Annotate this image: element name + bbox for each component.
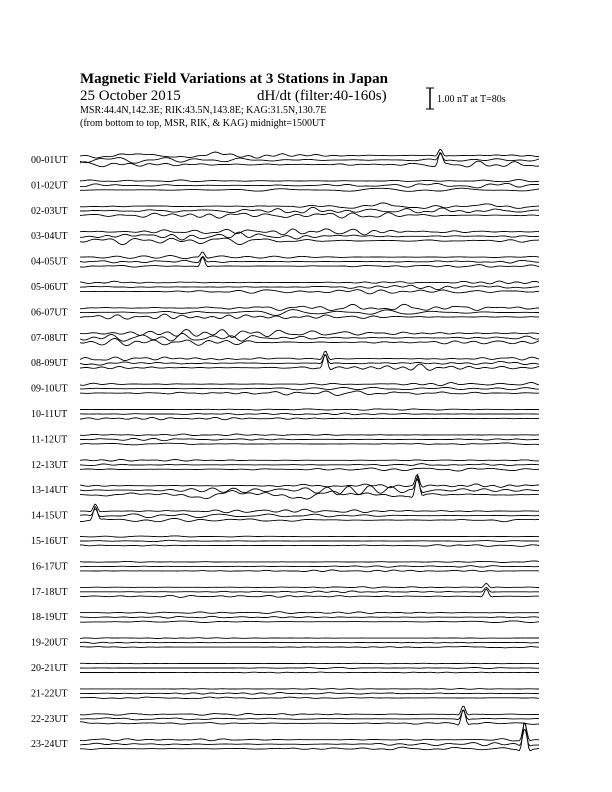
trace-kag-22-23UT [80,706,539,715]
trace-kag-23-24UT [80,724,539,741]
hour-label: 22-23UT [31,713,68,725]
trace-kag-01-02UT [80,180,539,182]
trace-msr-03-04UT [80,238,539,245]
hour-label: 23-24UT [31,739,68,751]
trace-kag-05-06UT [80,281,539,284]
trace-msr-22-23UT [80,710,539,725]
trace-rik-00-01UT [80,154,539,164]
hour-label: 02-03UT [31,205,68,217]
trace-kag-13-14UT [80,474,539,487]
hour-label: 16-17UT [31,561,68,573]
trace-msr-19-20UT [80,647,539,648]
hour-label: 21-22UT [31,688,68,700]
hour-label: 13-14UT [31,485,68,497]
hour-label: 15-16UT [31,536,68,547]
trace-rik-12-13UT [80,464,539,466]
trace-rik-16-17UT [80,566,539,568]
trace-msr-15-16UT [80,545,539,547]
station-coordinates: MSR:44.4N,142.3E; RIK:43.5N,143.8E; KAG:31.5N,130.7E [80,105,327,116]
trace-msr-09-10UT [80,391,539,396]
trace-msr-18-19UT [80,621,539,623]
trace-msr-05-06UT [80,290,539,294]
trace-msr-12-13UT [80,468,539,471]
trace-kag-18-19UT [80,612,539,614]
trace-kag-02-03UT [80,203,539,209]
trace-kag-10-11UT [80,409,539,410]
hour-label: 01-02UT [31,180,68,192]
hour-label: 19-20UT [31,637,68,649]
trace-msr-08-09UT [80,355,539,371]
trace-msr-07-08UT [80,339,539,346]
hour-label: 04-05UT [31,256,68,268]
trace-rik-23-24UT [80,730,539,746]
trace-rik-08-09UT [80,355,539,365]
trace-rik-22-23UT [80,711,539,720]
hour-label: 18-19UT [31,612,68,624]
hour-label: 05-06UT [31,282,68,293]
hour-label: 08-09UT [31,358,68,370]
trace-rik-11-12UT [80,438,539,440]
hour-label: 10-11UT [31,409,68,420]
trace-rik-20-21UT [80,667,539,668]
trace-msr-11-12UT [80,443,539,445]
trace-msr-10-11UT [80,417,539,419]
hour-label: 09-10UT [31,383,68,395]
chart-title: Magnetic Field Variations at 3 Stations in Japan [80,71,388,87]
trace-kag-19-20UT [80,638,539,639]
trace-rik-10-11UT [80,413,539,415]
trace-kag-17-18UT [80,583,539,588]
hour-label: 20-21UT [31,663,68,674]
trace-msr-13-14UT [80,476,539,499]
trace-kag-09-10UT [80,383,539,386]
trace-kag-21-22UT [80,689,539,690]
trace-rik-03-04UT [80,232,539,240]
trace-rik-19-20UT [80,642,539,643]
trace-kag-11-12UT [80,434,539,436]
trace-msr-23-24UT [80,723,539,751]
trace-msr-17-18UT [80,589,539,597]
trace-rik-09-10UT [80,387,539,389]
trace-kag-08-09UT [80,351,539,360]
trace-rik-15-16UT [80,540,539,541]
trace-kag-00-01UT [80,149,539,158]
hour-label: 06-07UT [31,307,68,319]
trace-kag-14-15UT [80,504,539,513]
trace-kag-20-21UT [80,663,539,664]
hour-label: 00-01UT [31,155,68,166]
scale-bar [426,88,434,109]
trace-kag-07-08UT [80,330,539,338]
trace-kag-03-04UT [80,229,539,235]
trace-msr-21-22UT [80,697,539,699]
trace-rik-01-02UT [80,183,539,188]
trace-rik-05-06UT [80,285,539,289]
trace-rik-02-03UT [80,207,539,213]
trace-msr-20-21UT [80,672,539,673]
scale-bar-label: 1.00 nT at T=80s [437,94,506,105]
trace-rik-17-18UT [80,587,539,592]
trace-rik-13-14UT [80,479,539,495]
trace-msr-06-07UT [80,314,539,319]
trace-msr-16-17UT [80,570,539,572]
trace-rik-07-08UT [80,334,539,342]
trace-kag-12-13UT [80,460,539,462]
hour-label: 14-15UT [31,510,68,522]
hour-label: 03-04UT [31,231,68,243]
hour-label: 11-12UT [31,434,68,446]
trace-kag-04-05UT [80,252,539,259]
trace-kag-06-07UT [80,304,539,310]
station-order-note: (from bottom to top, MSR, RIK, & KAG) midnight=1500UT [80,118,326,129]
trace-msr-01-02UT [80,188,539,191]
trace-rik-21-22UT [80,692,539,694]
chart-date: 25 October 2015 [80,88,181,104]
hour-label: 12-13UT [31,459,68,471]
chart-component: dH/dt (filter:40-160s) [257,88,387,104]
trace-kag-15-16UT [80,536,539,537]
hour-label: 07-08UT [31,332,68,344]
hour-label: 17-18UT [31,586,68,598]
trace-rik-06-07UT [80,310,539,316]
trace-kag-16-17UT [80,561,539,563]
trace-msr-14-15UT [80,507,539,522]
trace-msr-02-03UT [80,213,539,218]
trace-rik-18-19UT [80,616,539,618]
